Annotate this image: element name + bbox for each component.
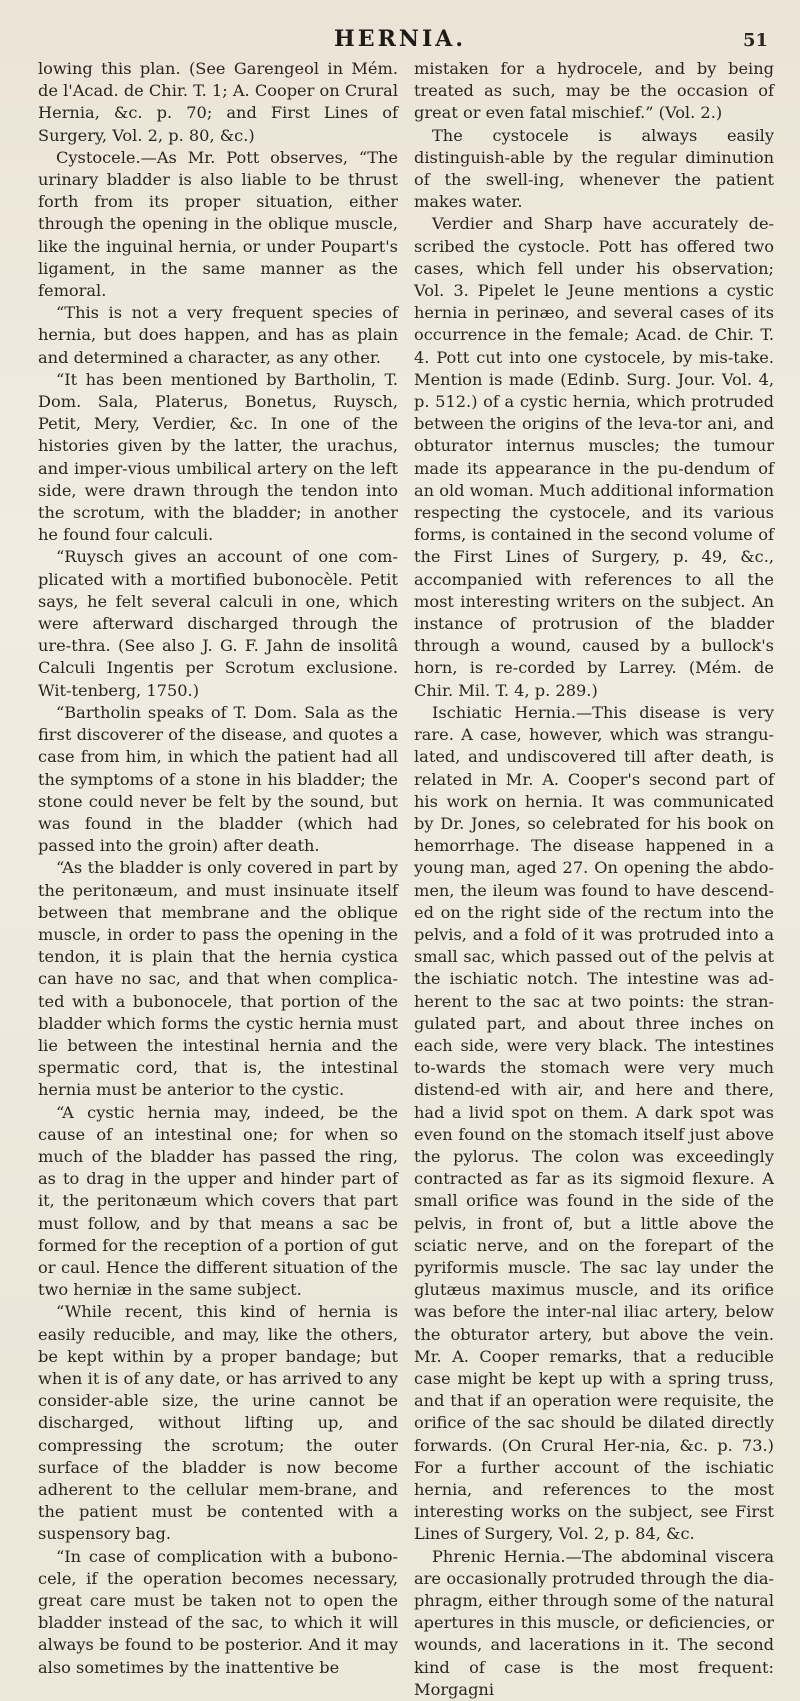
paragraph: Verdier and Sharp have accurately de-scribed the cystocle. Pott has offered two cases, which fell under his observation; Vol. 3. Pipelet le Jeune mentions a cystic hernia in perinæo, and several cases of its occurrence in the female; Acad. de Chir. T. 4. Pott cut into one cystocele, by mis-take. Mention is made (Edinb. Surg. Jour. Vol. 4, p. 512.) of a cystic hernia, which protruded between the origins of the leva-tor ani, and obturator internus muscles; the tumour made its appearance in the pu-dendum of an old woman. Much additional information respecting the cystocele, and its various forms, is contained in the second volume of the First Lines of Surgery, p. 49, &c., accompanied with references to all the most interesting writers on the subject. An instance of protrusion of the bladder through a wound, caused by a bullock's horn, is re-corded by Larrey. (Mém. de Chir. Mil. T. 4, p. 289.) (414, 214, 774, 700)
paragraph: “It has been mentioned by Bartholin, T. Dom. Sala, Platerus, Bonetus, Ruysch, Petit, Mery, Verdier, &c. In one of the histories given by the latter, the urachus, and imper-vious umbilical artery on the left side, were drawn through the tendon into the scrotum, with the bladder; in another he found four calculi. (38, 369, 398, 545)
paragraph: “Ruysch gives an account of one com-plicated with a mortified bubonocèle. Petit says, he felt several calculi in one, which were afterward discharged through the ure-thra. (See also J. G. F. Jahn de insolitâ Calculi Ingentis per Scrotum exclusione. Wit-tenberg, 1750.) (38, 547, 398, 700)
running-title: HERNIA. (334, 26, 466, 52)
paragraph: Ischiatic Hernia.—This disease is very rare. A case, however, which was strangu-lated, and undiscovered till after death, is related in Mr. A. Cooper's second part of his work on hernia. It was communicated by Dr. Jones, so celebrated for his book on hemorrhage. The disease happened in a young man, aged 27. On opening the abdo-men, the ileum was found to have descend-ed on the right side of the rectum into the pelvis, and a fold of it was protruded into a small sac, which passed out of the pelvis at the ischiatic notch. The intestine was ad-herent to the sac at two points: the stran-gulated part, and about three inches on each side, were very black. The intestines to-wards the stomach were very much distend-ed with air, and here and there, had a livid spot on them. A dark spot was even found on the stomach itself just above the pylorus. The colon was exceedingly contracted as far as its sigmoid flexure. A small orifice was found in the side of the pelvis, in front of, but a little above the sciatic nerve, and on the forepart of the pyriformis muscle. The sac lay under the glutæus maximus muscle, and its orifice was before the inter-nal iliac artery, below the obturator artery, but above the vein. Mr. A. Cooper remarks, that a reducible case might be kept up with a spring truss, and that if an operation were requisite, the orifice of the sac should be dilated directly forwards. (On Crural Her-nia, &c. p. 73.) For a further account of the ischiatic hernia, and references to the most interesting works on the subject, see First Lines of Surgery, Vol. 2, p. 84, &c. (414, 702, 774, 1544)
paragraph: “A cystic hernia may, indeed, be the cause of an intestinal one; for when so much of the bladder has passed the ring, as to drag in the upper and hinder part of it, the peritonæum which covers that part must follow, and by that means a sac be formed for the reception of a portion of gut or caul. Hence the different situation of the two herniæ in the same subject. (38, 1102, 398, 1300)
page-header (0, 18, 800, 58)
paragraph: “In case of complication with a bubono-cele, if the operation becomes necessary, great care must be taken not to open the bladder instead of the sac, to which it will always be found to be posterior. And it may also sometimes by the inattentive be (38, 1546, 398, 1677)
left-column (38, 58, 398, 1679)
page-number: 51 (742, 30, 768, 51)
paragraph: “Bartholin speaks of T. Dom. Sala as the first discoverer of the disease, and quotes a case from him, in which the patient had all the symptoms of a stone in his bladder; the stone could never be felt by the sound, but was found in the bladder (which had passed into the groin) after death. (38, 702, 398, 856)
paragraph: Phrenic Hernia.—The abdominal viscera are occasionally protruded through the dia-phragm, either through some of the natural apertures in this muscle, or deficiencies, or wounds, and lacerations in it. The second kind of case is the most frequent: Morgagni (414, 1546, 774, 1699)
paragraph: “As the bladder is only covered in part by the peritonæum, and must insinuate itself between that membrane and the oblique muscle, in order to pass the opening in the tendon, it is plain that the hernia cystica can have no sac, and that when complica-ted with a bubonocele, that portion of the bladder which forms the cystic hernia must lie between the intestinal hernia and the spermatic cord, that is, the intestinal hernia must be anterior to the cystic. (38, 858, 398, 1100)
paragraph: mistaken for a hydrocele, and by being treated as such, may be the occasion of great or even fatal mischief.” (Vol. 2.) (414, 59, 774, 123)
paragraph: “While recent, this kind of hernia is easily reducible, and may, like the others, be kept within by a proper bandage; but when it is of any date, or has arrived to any consider-able size, the urine cannot be discharged, without lifting up, and compressing the scrotum; the outer surface of the bladder is now become adherent to the cellular mem-brane, and the patient must be contented with a suspensory bag. (38, 1302, 398, 1544)
paragraph: The cystocele is always easily distinguish-able by the regular diminution of the swell-ing, whenever the patient makes water. (414, 125, 774, 212)
paragraph: Cystocele.—As Mr. Pott observes, “The urinary bladder is also liable to be thrust forth from its proper situation, either through the opening in the oblique muscle, like the inguinal hernia, or under Poupart's ligament, in the same manner as the femoral. (38, 147, 398, 301)
paragraph: lowing this plan. (See Garengeol in Mém. de l'Acad. de Chir. T. 1; A. Cooper on Crural Hernia, &c. p. 70; and First Lines of Surgery, Vol. 2, p. 80, &c.) (38, 59, 398, 145)
right-column (414, 58, 774, 1701)
paragraph: “This is not a very frequent species of hernia, but does happen, and has as plain and determined a character, as any other. (38, 303, 398, 367)
